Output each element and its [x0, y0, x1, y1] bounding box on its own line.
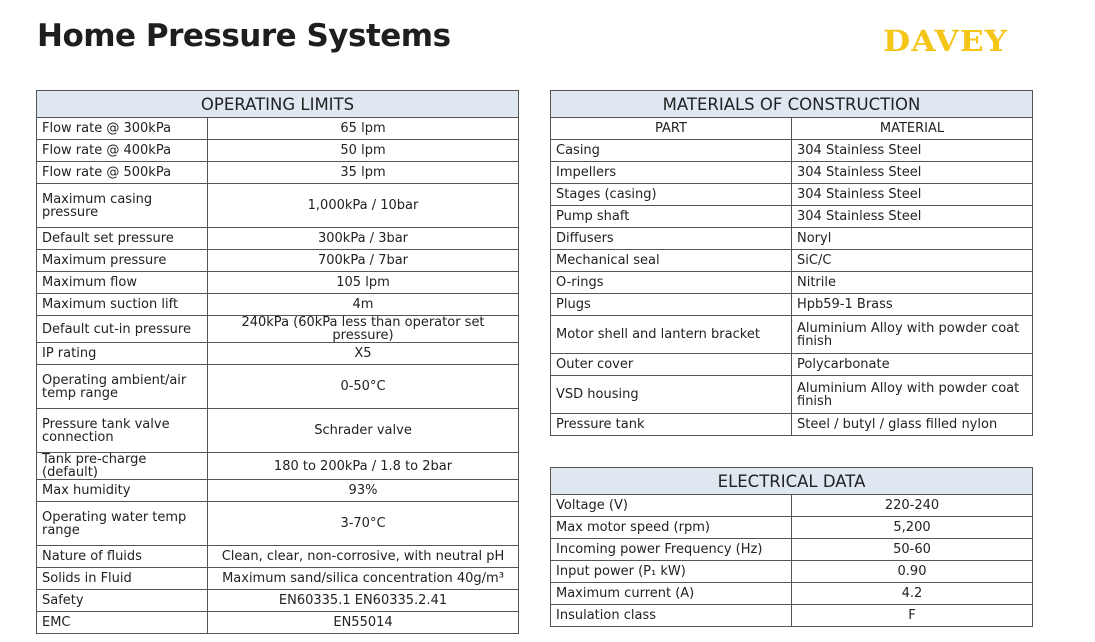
- row-label: Default set pressure: [37, 228, 208, 250]
- table-row: [37, 316, 519, 343]
- row-label: Tank pre-charge (default): [37, 453, 208, 480]
- table-row: [37, 612, 519, 634]
- row-label: Max motor speed (rpm): [551, 517, 792, 539]
- table-row: [37, 409, 519, 453]
- part-cell: Motor shell and lantern bracket: [551, 316, 792, 354]
- row-value: 4.2: [792, 583, 1033, 605]
- row-label: Operating ambient/air temp range: [37, 365, 208, 409]
- row-value: 3-70°C: [208, 502, 519, 546]
- row-value: Schrader valve: [208, 409, 519, 453]
- table-row: [551, 316, 1033, 354]
- row-value: EN60335.1 EN60335.2.41: [208, 590, 519, 612]
- material-cell: Hpb59-1 Brass: [792, 294, 1033, 316]
- electrical-data-header: ELECTRICAL DATA: [551, 468, 1033, 495]
- table-row: [37, 250, 519, 272]
- table-row: [37, 294, 519, 316]
- row-value: 50 lpm: [208, 140, 519, 162]
- table-row: [37, 365, 519, 409]
- table-row: [551, 495, 1033, 517]
- row-value: EN55014: [208, 612, 519, 634]
- row-label: Maximum current (A): [551, 583, 792, 605]
- table-row: [551, 294, 1033, 316]
- material-cell: 304 Stainless Steel: [792, 184, 1033, 206]
- row-value: 0.90: [792, 561, 1033, 583]
- table-row: [37, 590, 519, 612]
- row-label: Pressure tank valve connection: [37, 409, 208, 453]
- row-label: Flow rate @ 500kPa: [37, 162, 208, 184]
- row-label: Safety: [37, 590, 208, 612]
- row-label: Maximum flow: [37, 272, 208, 294]
- materials-header: MATERIALS OF CONSTRUCTION: [551, 91, 1033, 118]
- row-value: 50-60: [792, 539, 1033, 561]
- material-cell: 304 Stainless Steel: [792, 140, 1033, 162]
- table-row: [551, 583, 1033, 605]
- table-row: [551, 184, 1033, 206]
- table-row: [37, 118, 519, 140]
- table-row: [551, 206, 1033, 228]
- row-label: EMC: [37, 612, 208, 634]
- part-cell: Impellers: [551, 162, 792, 184]
- row-value: F: [792, 605, 1033, 627]
- table-row: [37, 162, 519, 184]
- table-row: [37, 140, 519, 162]
- row-value: 180 to 200kPa / 1.8 to 2bar: [208, 453, 519, 480]
- row-label: Default cut-in pressure: [37, 316, 208, 343]
- operating-limits-table: [36, 90, 519, 634]
- row-label: Flow rate @ 400kPa: [37, 140, 208, 162]
- table-row: [551, 539, 1033, 561]
- part-cell: Stages (casing): [551, 184, 792, 206]
- row-value: 65 lpm: [208, 118, 519, 140]
- table-row: [551, 354, 1033, 376]
- material-column-header: MATERIAL: [792, 118, 1033, 140]
- row-label: Insulation class: [551, 605, 792, 627]
- electrical-data-table: [550, 467, 1033, 627]
- part-cell: VSD housing: [551, 376, 792, 414]
- table-row: [37, 568, 519, 590]
- table-row: [551, 376, 1033, 414]
- row-label: Maximum pressure: [37, 250, 208, 272]
- table-row: [551, 561, 1033, 583]
- table-row: [551, 605, 1033, 627]
- row-value: X5: [208, 343, 519, 365]
- part-cell: Plugs: [551, 294, 792, 316]
- row-label: Voltage (V): [551, 495, 792, 517]
- table-row: [37, 546, 519, 568]
- materials-table: [550, 90, 1033, 436]
- row-label: IP rating: [37, 343, 208, 365]
- table-row: [37, 480, 519, 502]
- row-label: Incoming power Frequency (Hz): [551, 539, 792, 561]
- table-row: [37, 272, 519, 294]
- row-label: Solids in Fluid: [37, 568, 208, 590]
- part-cell: Pressure tank: [551, 414, 792, 436]
- material-cell: Noryl: [792, 228, 1033, 250]
- table-row: [551, 272, 1033, 294]
- table-row: [551, 414, 1033, 436]
- material-cell: Steel / butyl / glass filled nylon: [792, 414, 1033, 436]
- row-label: Flow rate @ 300kPa: [37, 118, 208, 140]
- table-row: [37, 453, 519, 480]
- row-value: 1,000kPa / 10bar: [208, 184, 519, 228]
- table-row: [37, 228, 519, 250]
- row-value: 35 lpm: [208, 162, 519, 184]
- row-label: Max humidity: [37, 480, 208, 502]
- row-label: Input power (P₁ kW): [551, 561, 792, 583]
- table-row: [551, 140, 1033, 162]
- part-column-header: PART: [551, 118, 792, 140]
- table-row: [551, 162, 1033, 184]
- table-row: [37, 184, 519, 228]
- row-label: Maximum suction lift: [37, 294, 208, 316]
- part-cell: Mechanical seal: [551, 250, 792, 272]
- table-row: [37, 343, 519, 365]
- operating-limits-header: OPERATING LIMITS: [37, 91, 519, 118]
- row-label: Operating water temp range: [37, 502, 208, 546]
- row-value: 220-240: [792, 495, 1033, 517]
- row-value: 5,200: [792, 517, 1033, 539]
- page-title: Home Pressure Systems: [37, 18, 451, 54]
- row-label: Maximum casing pressure: [37, 184, 208, 228]
- material-cell: SiC/C: [792, 250, 1033, 272]
- table-row: [551, 228, 1033, 250]
- row-value: 4m: [208, 294, 519, 316]
- material-cell: 304 Stainless Steel: [792, 162, 1033, 184]
- row-value: 0-50°C: [208, 365, 519, 409]
- row-value: 93%: [208, 480, 519, 502]
- part-cell: O-rings: [551, 272, 792, 294]
- part-cell: Pump shaft: [551, 206, 792, 228]
- material-cell: Aluminium Alloy with powder coat finish: [792, 316, 1033, 354]
- table-row: [551, 517, 1033, 539]
- row-value: 300kPa / 3bar: [208, 228, 519, 250]
- row-value: Maximum sand/silica concentration 40g/m³: [208, 568, 519, 590]
- part-cell: Outer cover: [551, 354, 792, 376]
- material-cell: Nitrile: [792, 272, 1033, 294]
- part-cell: Diffusers: [551, 228, 792, 250]
- row-value: 240kPa (60kPa less than operator set pressure): [208, 316, 519, 343]
- row-value: 700kPa / 7bar: [208, 250, 519, 272]
- material-cell: 304 Stainless Steel: [792, 206, 1033, 228]
- material-cell: Polycarbonate: [792, 354, 1033, 376]
- row-value: 105 lpm: [208, 272, 519, 294]
- row-label: Nature of fluids: [37, 546, 208, 568]
- table-row: [37, 502, 519, 546]
- table-row: [551, 250, 1033, 272]
- part-cell: Casing: [551, 140, 792, 162]
- davey-logo: DAVEY: [883, 24, 1009, 58]
- material-cell: Aluminium Alloy with powder coat finish: [792, 376, 1033, 414]
- row-value: Clean, clear, non-corrosive, with neutral pH: [208, 546, 519, 568]
